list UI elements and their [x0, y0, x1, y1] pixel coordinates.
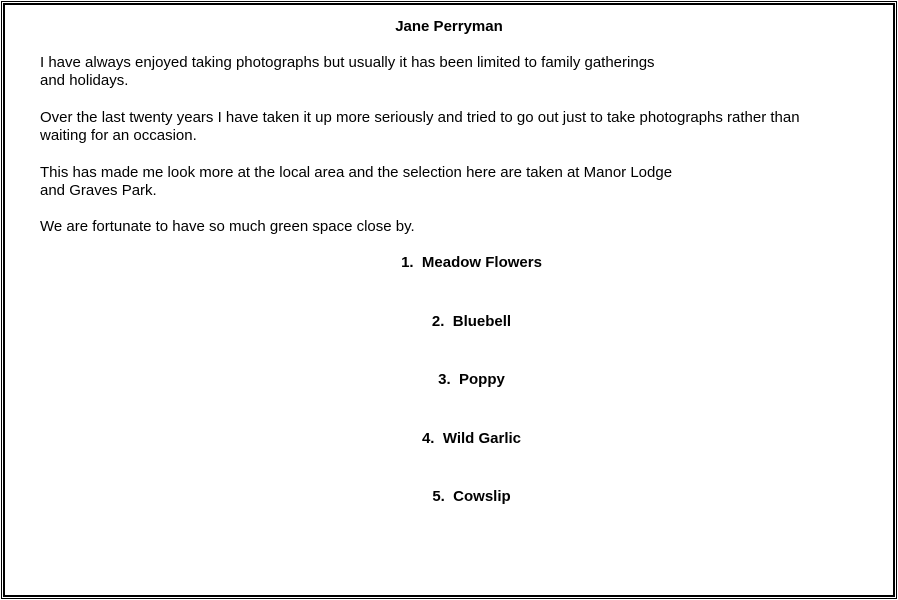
- paragraph-line: and holidays.: [40, 72, 129, 89]
- paragraph-line: We are fortunate to have so much green space close by.: [40, 218, 415, 235]
- location-paragraph: [40, 164, 672, 200]
- page-border-inner: [3, 3, 895, 597]
- experience-paragraph: [40, 109, 800, 145]
- paragraph-line: I have always enjoyed taking photographs but usually it has been limited to family gatherings: [40, 54, 655, 71]
- paragraph-line: and Graves Park.: [40, 182, 157, 199]
- photo-list-item: 3. Poppy: [438, 371, 505, 388]
- photo-list-item: 4. Wild Garlic: [421, 430, 522, 447]
- paragraph-line: waiting for an occasion.: [40, 127, 197, 144]
- paragraph-line: Over the last twenty years I have taken it up more seriously and tried to go out just to take photographs rather than: [40, 109, 800, 126]
- document-title: Jane Perryman: [395, 18, 503, 35]
- closing-paragraph: [40, 218, 415, 236]
- intro-paragraph: [40, 54, 655, 90]
- paragraph-line: This has made me look more at the local area and the selection here are taken at Manor Lodge: [40, 164, 673, 181]
- photo-list-item: 5. Cowslip: [432, 488, 511, 505]
- photo-list-item: 2. Bluebell: [431, 313, 512, 330]
- photo-list-item: 1. Meadow Flowers: [401, 254, 542, 271]
